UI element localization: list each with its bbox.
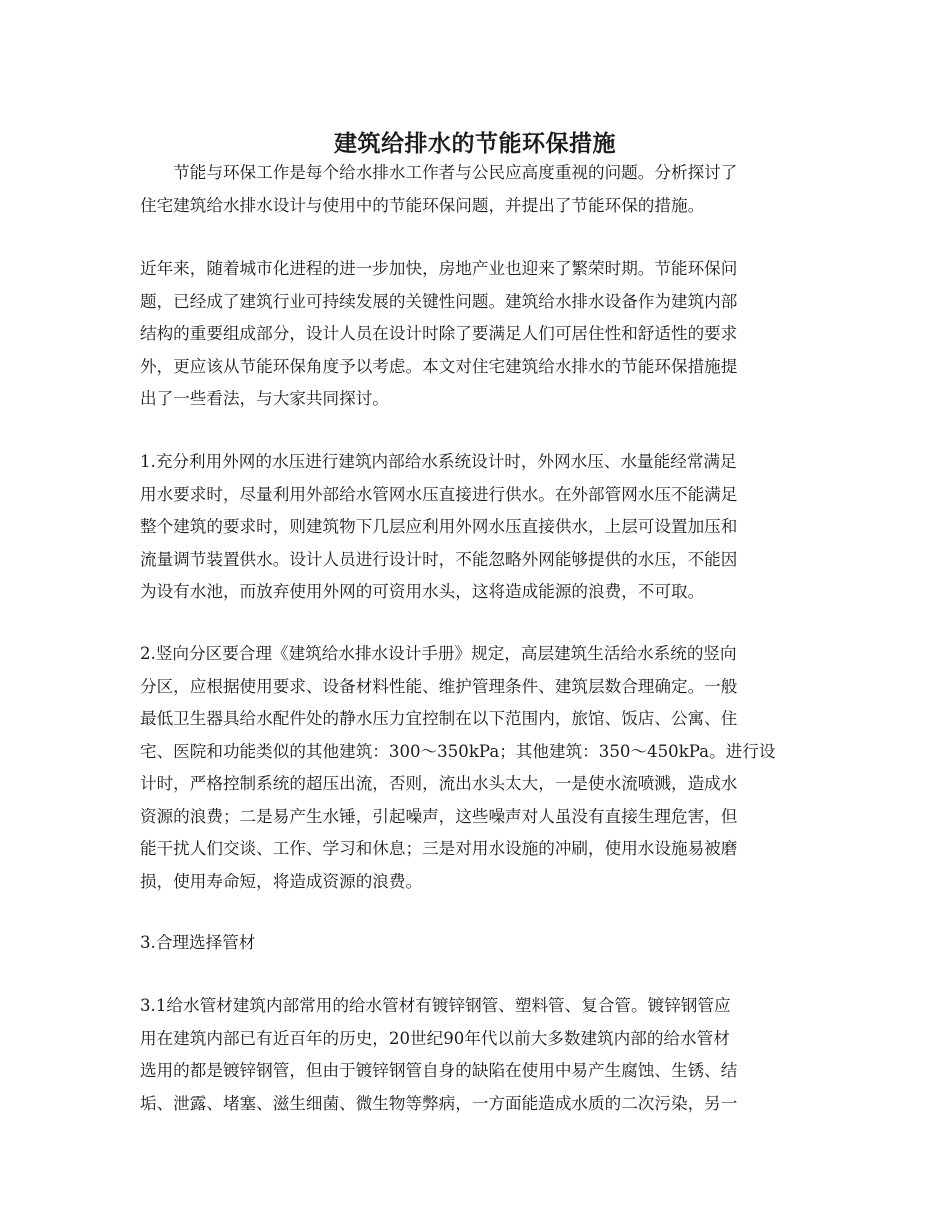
text-line: 结构的重要组成部分，设计人员在设计时除了要满足人们可居住性和舒适性的要求 (140, 324, 738, 343)
text-line: 宅、医院和功能类似的其他建筑：300～350kPa；其他建筑：350～450kPa。进行设 (140, 741, 776, 761)
text-line: 损，使用寿命短，将造成资源的浪费。 (140, 871, 423, 891)
text-line: 节能与环保工作是每个给水排水工作者与公民应高度重视的问题。分析探讨了 (140, 163, 738, 182)
text-line: 近年来，随着城市化进程的进一步加快，房地产业也迎来了繁荣时期。节能环保问 (140, 259, 738, 278)
intro-paragraph (140, 253, 812, 416)
text-line: 计时，严格控制系统的超压出流，否则，流出水头太大，一是使水流喷溅，造成水 (140, 774, 738, 793)
text-line: 住宅建筑给水排水设计与使用中的节能环保问题，并提出了节能环保的措施。 (140, 195, 705, 215)
text-line: 2.竖向分区要合理《建筑给水排水设计手册》规定，高层建筑生活给水系统的竖向 (140, 644, 737, 663)
text-line: 垢、泄露、堵塞、滋生细菌、微生物等弊病，一方面能造成水质的二次污染，另一 (140, 1093, 738, 1113)
text-line: 用水要求时，尽量利用外部给水管网水压直接进行供水。在外部管网水压不能满足 (140, 484, 738, 504)
text-line: 出了一些看法，与大家共同探讨。 (140, 389, 389, 408)
document-title: 建筑给排水的节能环保措施 (334, 130, 616, 158)
text-line: 为设有水池，而放弃使用外网的可资用水头，这将造成能源的浪费，不可取。 (140, 582, 705, 601)
text-line: 3.合理选择管材 (140, 933, 256, 952)
abstract-paragraph (140, 157, 812, 222)
text-line: 用在建筑内部已有近百年的历史，20世纪90年代以前大多数建筑内部的给水管材 (140, 1028, 730, 1048)
text-line: 流量调节装置供水。设计人员进行设计时，不能忽略外网能够提供的水压，不能因 (140, 549, 738, 569)
text-line: 3.1给水管材建筑内部常用的给水管材有镀锌钢管、塑料管、复合管。镀锌钢管应 (140, 996, 731, 1015)
text-line: 选用的都是镀锌钢管，但由于镀锌钢管自身的缺陷在使用中易产生腐蚀、生锈、结 (140, 1061, 738, 1080)
text-line: 能干扰人们交谈、工作、学习和休息；三是对用水设施的冲刷，使用水设施易被磨 (140, 839, 738, 858)
text-line: 分区，应根据使用要求、设备材料性能、维护管理条件、建筑层数合理确定。一般 (140, 676, 738, 696)
point1-paragraph (140, 446, 812, 609)
text-line: 外，更应该从节能环保角度予以考虑。本文对住宅建筑给水排水的节能环保措施提 (140, 356, 738, 376)
text-line: 最低卫生器具给水配件处的静水压力宜控制在以下范围内，旅馆、饭店、公寓、住 (140, 709, 738, 728)
point3-heading (140, 927, 812, 960)
text-line: 题，已经成了建筑行业可持续发展的关键性问题。建筑给水排水设备作为建筑内部 (140, 291, 738, 311)
point3-1-paragraph (140, 990, 812, 1120)
point2-paragraph (140, 638, 812, 898)
text-line: 资源的浪费；二是易产生水锤，引起噪声，这些噪声对人虽没有直接生理危害，但 (140, 806, 738, 826)
text-line: 1.充分利用外网的水压进行建筑内部给水系统设计时，外网水压、水量能经常满足 (140, 452, 737, 471)
text-line: 整个建筑的要求时，则建筑物下几层应利用外网水压直接供水，上层可设置加压和 (140, 517, 738, 536)
